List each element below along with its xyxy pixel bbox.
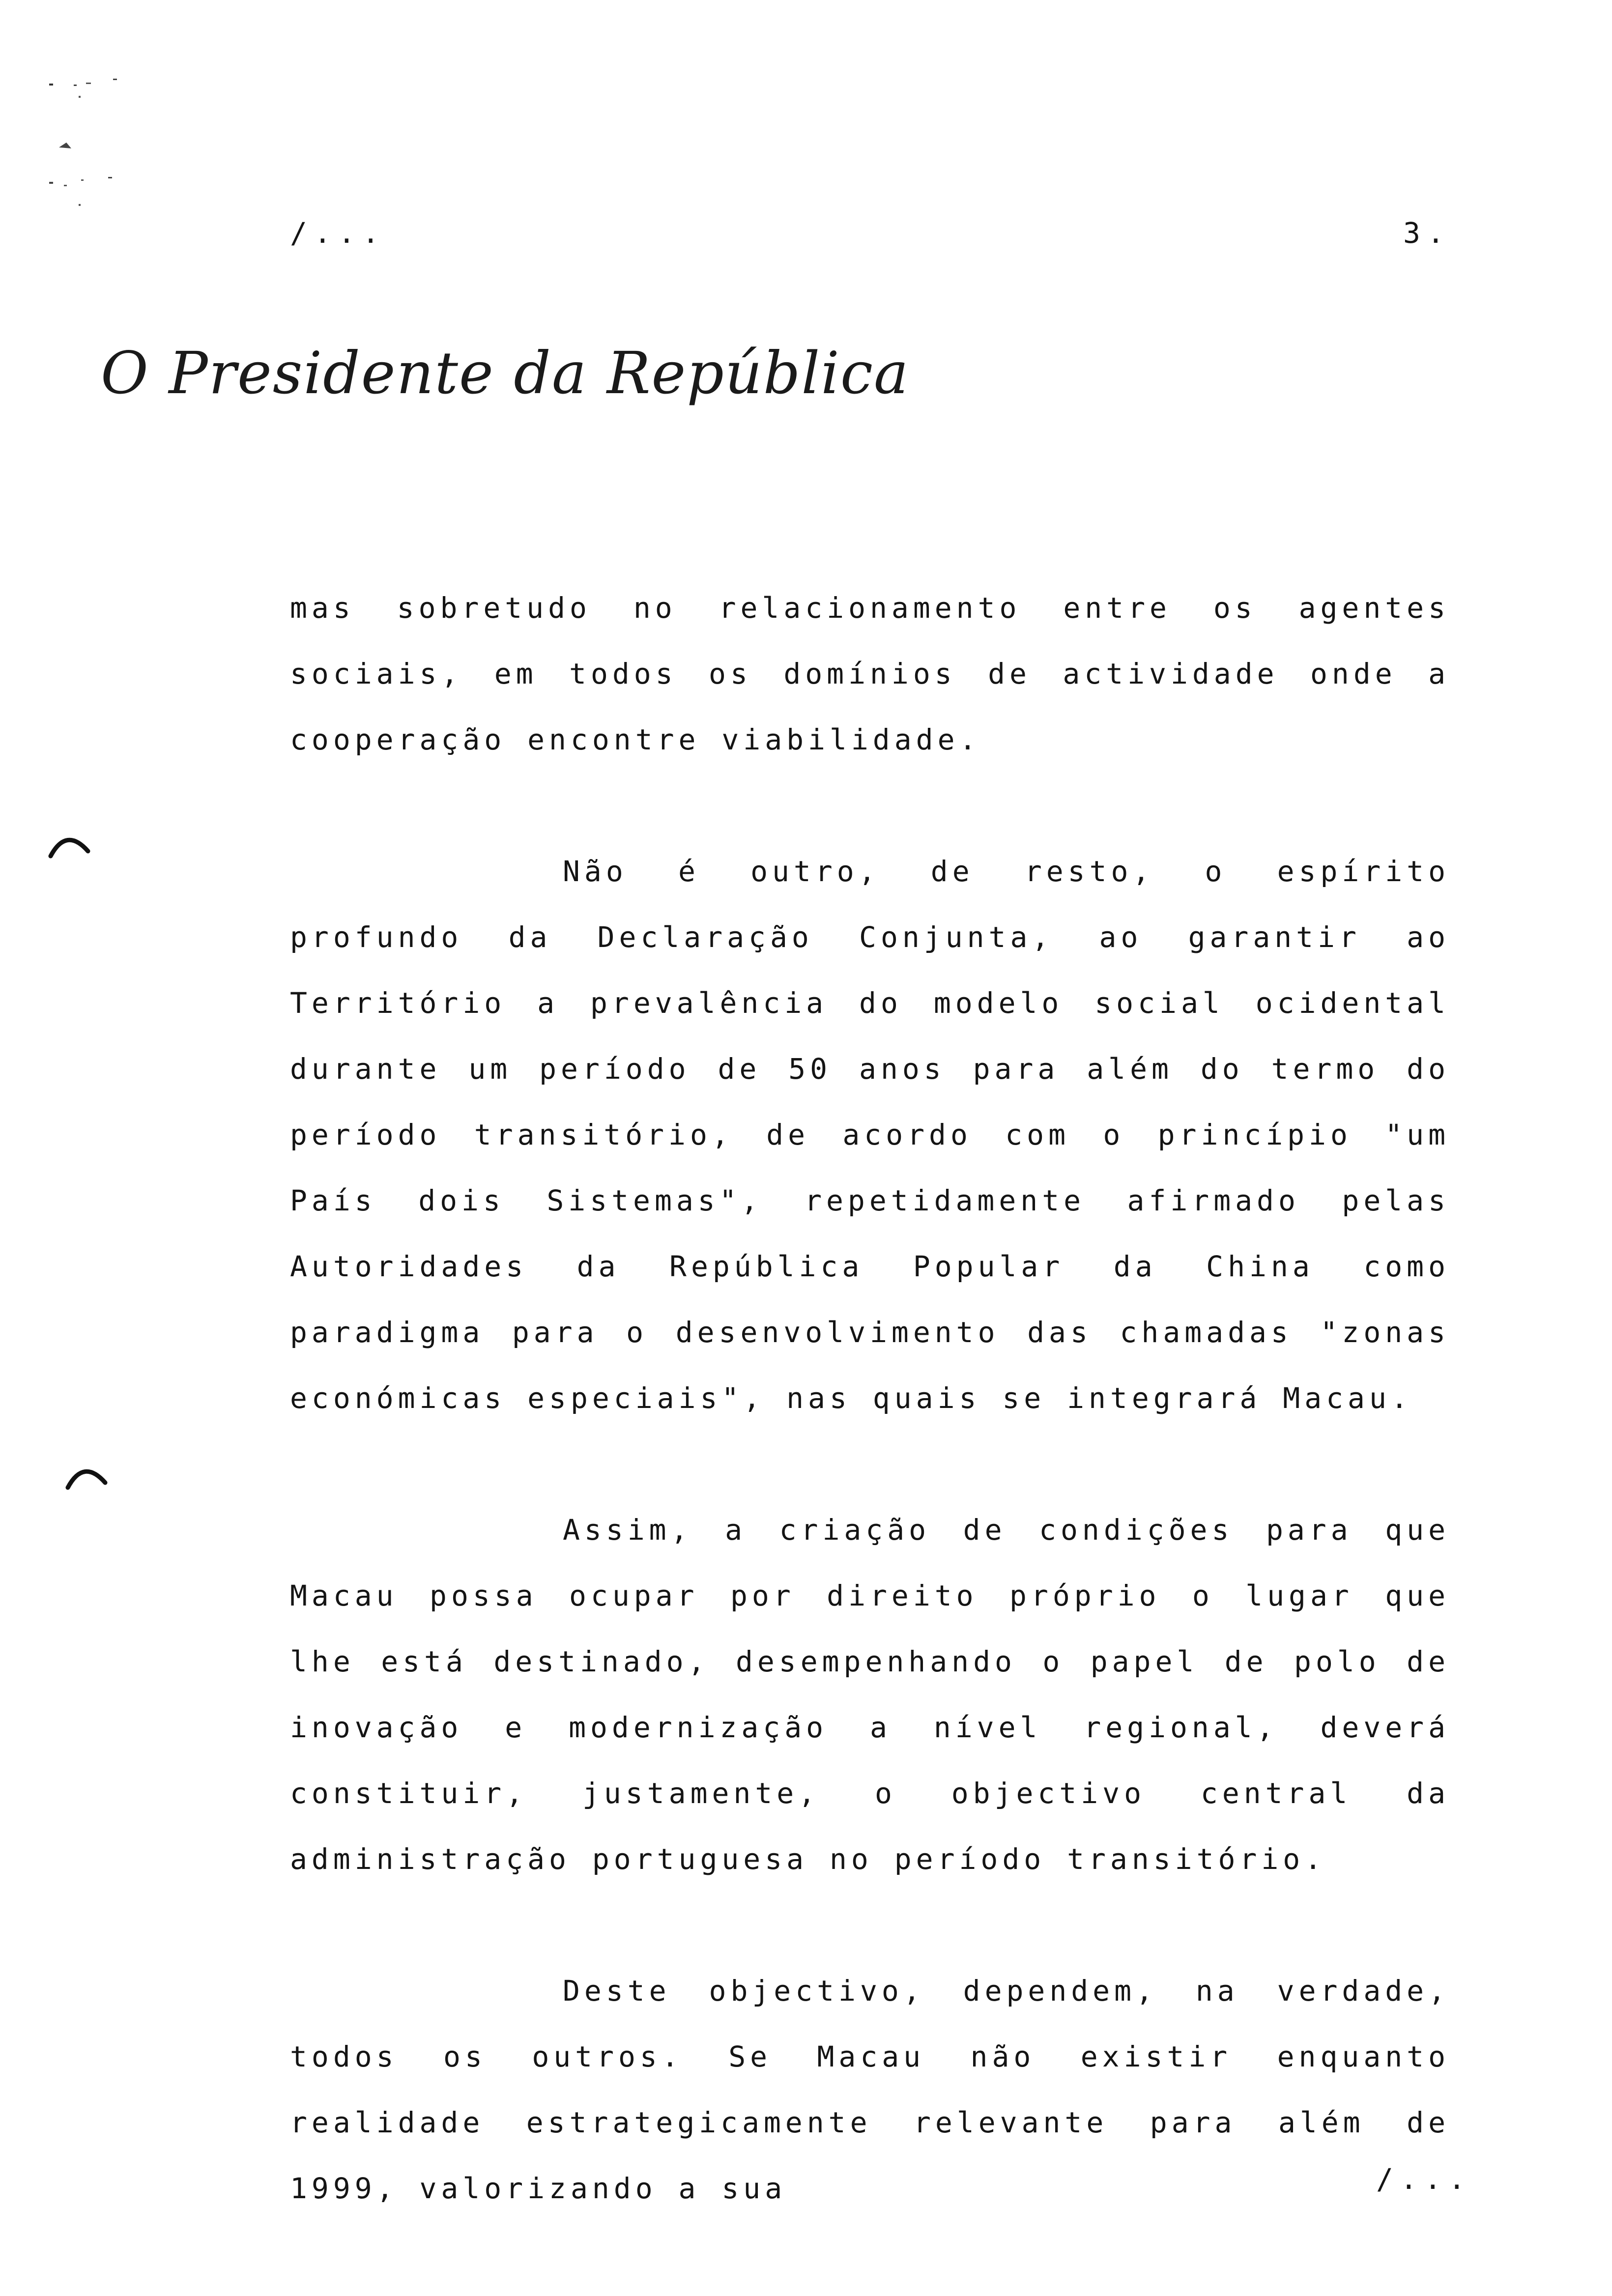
paragraph-3: Assim, a criação de condições para que Macau possa ocupar por direito próprio o lugar que lhe está destinado, desempenhando o papel de polo de inovação e modernização a nível regional, deverá constituir, justamente, o objectivo central da administração portuguesa no período transitório. <box>290 1513 1450 1876</box>
paragraph-4: Deste objectivo, dependem, na verdade, todos os outros. Se Macau não existir enquanto realidade estrategicamente relevante para além de 1999, valorizando a sua <box>290 1974 1450 2205</box>
arc-mark-icon <box>47 831 91 860</box>
scan-speck-icon <box>44 74 128 221</box>
footer-continuation-mark: /... <box>1376 2162 1472 2196</box>
arc-mark-icon <box>64 1462 108 1492</box>
page-number: 3. <box>1403 216 1451 250</box>
letterhead-title: O Presidente da República <box>101 339 910 407</box>
paragraph-1: mas sobretudo no relacionamento entre os agentes sociais, em todos os domínios de actividade onde a cooperação encontre viabilidade. <box>290 591 1450 756</box>
body-text <box>290 575 1450 2221</box>
paragraph-2: Não é outro, de resto, o espírito profundo da Declaração Conjunta, ao garantir ao Território a prevalência do modelo social ocidental durante um período de 50 anos para além do termo do período transitório, de acordo com o princípio "um País dois Sistemas", repetidamente afirmado pelas Autoridades da República Popular da China como paradigma para o desenvolvimento das chamadas "zonas económicas especiais", nas quais se integrará Macau. <box>290 855 1450 1415</box>
header-continuation-mark: /... <box>290 216 386 250</box>
